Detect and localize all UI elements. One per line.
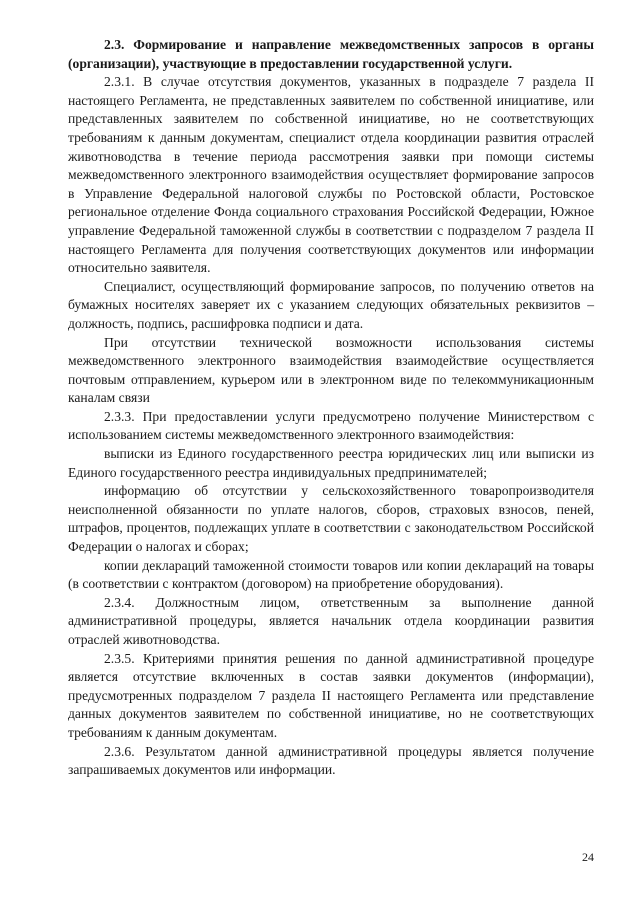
paragraph-specialist: Специалист, осуществляющий формирование запросов, по получению ответов на бумажных носителях заверяет их с указанием следующих обязательных реквизитов – должность, подпись, расшифровка подписи и дата. xyxy=(68,278,594,331)
paragraph-2-3-5: 2.3.5. Критериями принятия решения по данной административной процедуре является отсутствие включенных в состав заявки документов (информации), предусмотренных подразделом 7 раздела II настоящего Регламента или представление данных документов заявителем по собственной инициативе, но не соответствующих требованиям к данным документам. xyxy=(68,650,594,740)
paragraph-no-technical-means: При отсутствии технической возможности использования системы межведомственного электронного взаимодействия взаимодействие осуществляется почтовым отправлением, курьером или в электронном виде по телекоммуникационным каналам связи xyxy=(68,334,594,406)
page-number: 24 xyxy=(582,850,594,864)
section-heading: 2.3. Формирование и направление межведомственных запросов в органы (организации), участвующие в предоставлении государственной услуги. xyxy=(68,37,594,71)
list-item-egrul: выписки из Единого государственного реестра юридических лиц или выписки из Единого государственного реестра индивидуальных предпринимателей; xyxy=(68,446,594,480)
paragraph-2-3-1: 2.3.1. В случае отсутствия документов, указанных в подразделе 7 раздела II настоящего Регламента, не представленных заявителем по собственной инициативе, или представленных заявителем по собственной инициативе, но не соответствующих требованиям к данным документам, специалист отдела координации развития отраслей животноводства в течение периода рассмотрения заявки при помощи системы межведомственного электронного взаимодействия осуществляет формирование запросов в Управление Федеральной налоговой службы по Ростовской области, Ростовское региональное отделение Фонда социального страхования Российской Федерации, Южное управление Федеральной таможенной службы в соответствии с подразделом 7 раздела II настоящего Регламента для получения соответствующих документов или информации относительно заявителя. xyxy=(68,74,594,276)
list-item-customs-declarations: копии деклараций таможенной стоимости товаров или копии деклараций на товары (в соответствии с контрактом (договором) на приобретение оборудования). xyxy=(68,557,594,592)
document-page xyxy=(68,36,594,780)
paragraph-2-3-6: 2.3.6. Результатом данной административной процедуры является получение запрашиваемых документов или информации. xyxy=(68,743,594,778)
paragraph-2-3-3: 2.3.3. При предоставлении услуги предусмотрено получение Министерством с использованием системы межведомственного электронного взаимодействия: xyxy=(68,408,594,443)
paragraph-2-3-4: 2.3.4. Должностным лицом, ответственным за выполнение данной административной процедуры, является начальник отдела координации развития отраслей животноводства. xyxy=(68,594,594,647)
list-item-tax-info: информацию об отсутствии у сельскохозяйственного товаропроизводителя неисполненной обязанности по уплате налогов, сборов, страховых взносов, пеней, штрафов, процентов, подлежащих уплате в соответствии с законодательством Российской Федерации о налогах и сборах; xyxy=(68,483,594,555)
